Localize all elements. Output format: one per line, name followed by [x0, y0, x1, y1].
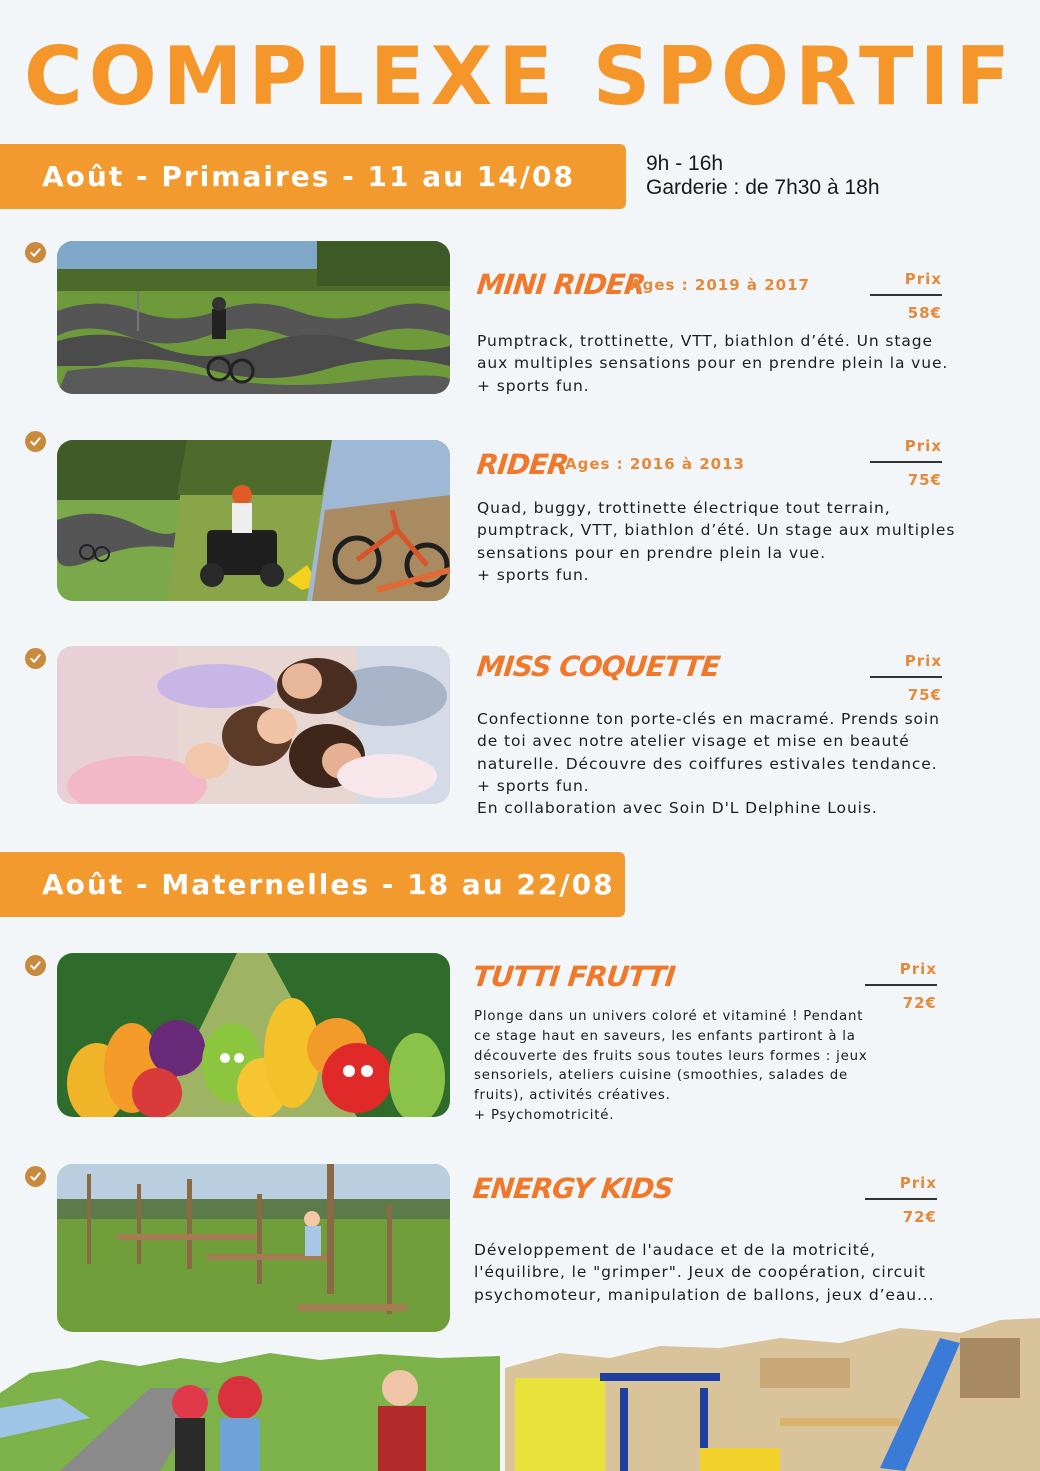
description-line: En collaboration avec Soin D'L Delphine Louis.	[477, 799, 878, 818]
photo-pumptrack	[57, 241, 450, 394]
description-line: psychomoteur, manipulation de ballons, jeux d’eau...	[474, 1285, 935, 1304]
price-label: Prix	[904, 437, 942, 455]
price-box	[872, 652, 942, 704]
check-icon	[25, 431, 46, 452]
section-banner-label: Août - Maternelles - 18 au 22/08	[42, 868, 615, 901]
description-line: découverte des fruits sous toutes leurs formes : jeux	[474, 1048, 868, 1064]
stage-ages: Ages : 2016 à 2013	[565, 455, 745, 473]
section-banner-primaires	[0, 144, 626, 209]
price-box	[872, 437, 942, 489]
price-value: 58€	[907, 304, 942, 322]
price-label: Prix	[899, 1174, 937, 1192]
hours-info	[646, 152, 880, 200]
description-line: + sports fun.	[477, 776, 590, 795]
hours-line: 9h - 16h	[646, 152, 724, 175]
check-icon	[25, 1166, 46, 1187]
stage-name-miss-coquette: MISS COQUETTE	[475, 650, 722, 683]
check-icon	[25, 648, 46, 669]
photo-fruits	[57, 953, 450, 1117]
photo-playground	[57, 1164, 450, 1332]
price-label: Prix	[904, 270, 942, 288]
description-line: fruits), activités créatives.	[474, 1088, 671, 1104]
stage-description	[474, 1007, 914, 1126]
footer-photo-collage	[0, 1318, 1040, 1471]
photo-girls	[57, 646, 450, 804]
price-label: Prix	[904, 652, 942, 670]
price-divider	[870, 461, 942, 463]
garderie-line: Garderie : de 7h30 à 18h	[646, 176, 880, 199]
price-divider	[870, 676, 942, 678]
description-line: + sports fun.	[477, 376, 590, 395]
price-value: 72€	[902, 1208, 937, 1226]
price-value: 75€	[907, 471, 942, 489]
stage-ages: Ages : 2019 à 2017	[630, 276, 810, 294]
description-line: ce stage haut en saveurs, les enfants partiront à la	[474, 1028, 856, 1044]
price-value: 75€	[907, 686, 942, 704]
description-line: aux multiples sensations pour en prendre plein la vue.	[477, 354, 949, 373]
description-line: sensations pour en prendre plein la vue.	[477, 543, 826, 562]
price-box	[867, 1174, 937, 1226]
stage-name-tutti-frutti: TUTTI FRUTTI	[471, 960, 677, 993]
description-line: Quad, buggy, trottinette électrique tout terrain,	[477, 499, 891, 517]
section-banner-maternelles	[0, 852, 625, 917]
description-line: Confectionne ton porte-clés en macramé. Prends soin	[477, 710, 940, 728]
price-divider	[865, 984, 937, 986]
stage-name-mini-rider: MINI RIDER	[475, 268, 647, 301]
section-banner-label: Août - Primaires - 11 au 14/08	[42, 160, 575, 193]
price-divider	[870, 294, 942, 296]
description-line: pumptrack, VTT, biathlon d’été. Un stage aux multiples	[477, 521, 956, 540]
stage-description	[477, 330, 997, 397]
page-title: COMPLEXE SPORTIF	[23, 30, 1016, 123]
description-line: l'équilibre, le "grimper". Jeux de coopération, circuit	[474, 1263, 926, 1282]
description-line: de toi avec notre atelier visage et mise en beauté	[477, 732, 910, 751]
price-value: 72€	[902, 994, 937, 1012]
check-icon	[25, 955, 46, 976]
description-line: + Psychomotricité.	[474, 1107, 615, 1123]
description-line: Développement de l'audace et de la motricité,	[474, 1241, 876, 1259]
photo-rider-collage	[57, 440, 450, 601]
description-line: + sports fun.	[477, 565, 590, 584]
description-line: sensoriels, ateliers cuisine (smoothies, salades de	[474, 1068, 848, 1084]
price-box	[872, 270, 942, 322]
stage-description	[477, 708, 997, 819]
description-line: Plonge dans un univers coloré et vitaminé ! Pendant	[474, 1009, 864, 1024]
price-label: Prix	[899, 960, 937, 978]
price-divider	[865, 1198, 937, 1200]
stage-name-energy-kids: ENERGY KIDS	[471, 1172, 675, 1205]
stage-description	[477, 497, 997, 586]
stage-name-rider: RIDER	[475, 448, 570, 481]
price-box	[867, 960, 937, 1012]
description-line: naturelle. Découvre des coiffures estivales tendance.	[477, 754, 938, 773]
description-line: Pumptrack, trottinette, VTT, biathlon d’été. Un stage	[477, 332, 933, 350]
stage-description	[474, 1239, 994, 1306]
check-icon	[25, 242, 46, 263]
